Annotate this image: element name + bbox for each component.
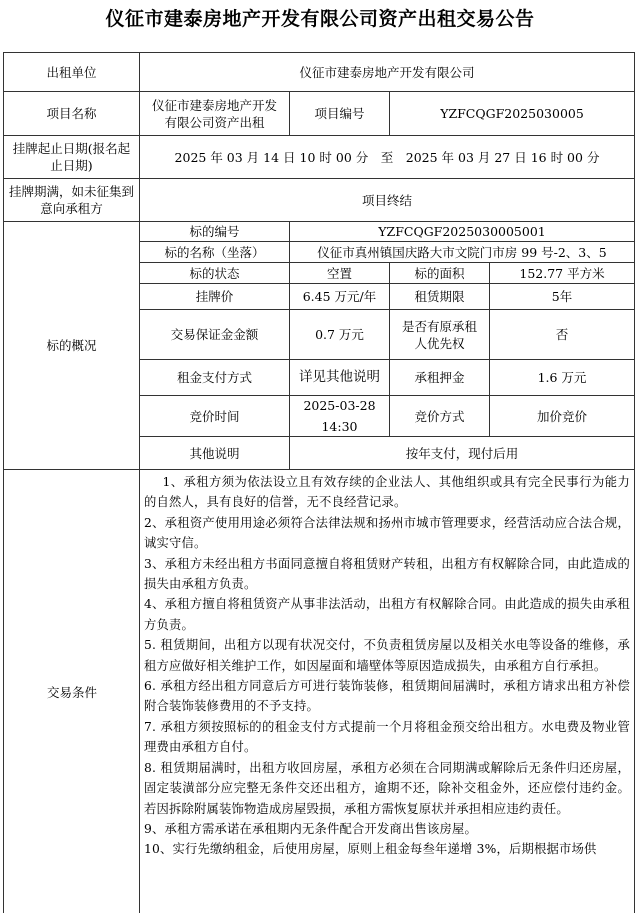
lessor-label: 出租单位 xyxy=(3,52,140,92)
lot-bid-time-value: 2025-03-28 14:30 xyxy=(289,395,390,437)
condition-item: 4、承租方擅自将租赁资产从事非法活动，出租方有权解除合同。由此造成的损失由承租方负责。 xyxy=(144,597,630,632)
lot-area-label: 标的面积 xyxy=(389,262,490,284)
lot-priority-label: 是否有原承租人优先权 xyxy=(389,309,490,360)
condition-item: 2、承租资产使用用途必须符合法律法规和扬州市城市管理要求，经营活动应合法合规，诚实守信。 xyxy=(144,515,630,551)
lot-priority-value: 否 xyxy=(489,309,635,360)
page-title: 仪征市建泰房地产开发有限公司资产出租交易公告 xyxy=(105,8,535,30)
lot-status-label: 标的状态 xyxy=(139,262,290,284)
lot-section-label: 标的概况 xyxy=(3,221,140,470)
lot-deposit-value: 0.7 万元 xyxy=(289,309,390,360)
lot-code-value: YZFCQGF2025030005001 xyxy=(289,221,635,242)
condition-item: 3、承租方未经出租方书面同意擅自将租赁财产转租，出租方有权解除合同，由此造成的损失由承租方负责。 xyxy=(144,556,630,592)
lot-payment-value: 详见其他说明 xyxy=(289,359,390,396)
condition-item: 7. 承租方须按照标的的租金支付方式提前一个月将租金预交给出租方。水电费及物业管理费由承租方自付。 xyxy=(144,719,630,755)
lot-pledge-value: 1.6 万元 xyxy=(489,359,635,396)
lot-term-value: 5年 xyxy=(489,283,635,310)
lot-payment-label: 租金支付方式 xyxy=(139,359,290,396)
project-name-label: 项目名称 xyxy=(3,91,140,136)
lot-other-label: 其他说明 xyxy=(139,436,290,470)
condition-item: 10、实行先缴纳租金，后使用房屋，原则上租金每叁年递增 3%，后期根据市场供 xyxy=(144,842,597,857)
expiry-value: 项目终结 xyxy=(139,178,635,222)
lot-term-label: 租赁期限 xyxy=(389,283,490,310)
lot-area-value: 152.77 平方米 xyxy=(489,262,635,284)
listing-period-value: 2025 年 03 月 14 日 10 时 00 分 至 2025 年 03 月 27 日 16 时 00 分 xyxy=(139,135,635,179)
lot-bid-time-label: 竞价时间 xyxy=(139,395,290,437)
lot-pledge-label: 承租押金 xyxy=(389,359,490,396)
lot-bid-method-value: 加价竞价 xyxy=(489,395,635,437)
project-code-label: 项目编号 xyxy=(289,91,390,136)
lot-price-value: 6.45 万元/年 xyxy=(289,283,390,310)
expiry-label: 挂牌期满，如未征集到意向承租方 xyxy=(3,178,140,222)
condition-item: 5. 租赁期间，出租方以现有状况交付，不负责租赁房屋以及相关水电等设备的维修，承租方应做好相关维护工作，如因屋面和墙壁体等原因造成损失，由承租方自行承担。 xyxy=(144,638,630,673)
project-code-value: YZFCQGF2025030005 xyxy=(389,91,635,136)
listing-period-label: 挂牌起止日期(报名起止日期) xyxy=(3,135,140,179)
lot-name-label: 标的名称（坐落） xyxy=(139,241,290,263)
lot-code-label: 标的编号 xyxy=(139,221,290,242)
conditions-label: 交易条件 xyxy=(3,469,140,913)
lessor-value: 仪征市建泰房地产开发有限公司 xyxy=(139,52,635,92)
lot-bid-method-label: 竞价方式 xyxy=(389,395,490,437)
lot-other-value: 按年支付，现付后用 xyxy=(289,436,635,470)
condition-item: 6. 承租方经出租方同意后方可进行装饰装修，租赁期间届满时，承租方请求出租方补偿附合装饰装修费用的不予支持。 xyxy=(144,679,630,714)
lot-status-value: 空置 xyxy=(289,262,390,284)
condition-item: 9、承租方需承诺在承租期内无条件配合开发商出售该房屋。 xyxy=(144,821,477,836)
project-name-value: 仪征市建泰房地产开发有限公司资产出租 xyxy=(139,91,290,136)
condition-item: 8. 租赁期届满时，出租方收回房屋，承租方必须在合同期满或解除后无条件归还房屋，固定装潢部分应完整无条件交还出租方，逾期不还，除补交租金外，还应偿付违约金。若因拆除附属装饰物造成房屋毁损，承租方需恢复原状并承担相应违约责任。 xyxy=(144,760,630,816)
lot-price-label: 挂牌价 xyxy=(139,283,290,310)
lot-deposit-label: 交易保证金金额 xyxy=(139,309,290,360)
lot-name-value: 仪征市真州镇国庆路大市文院门市房 99 号-2、3、5 xyxy=(289,241,635,263)
conditions-body xyxy=(139,469,635,913)
condition-item: 1、承租方须为依法设立且有效存续的企业法人、其他组织或具有完全民事行为能力的自然人，具有良好的信誉，无不良经营记录。 xyxy=(144,475,630,510)
